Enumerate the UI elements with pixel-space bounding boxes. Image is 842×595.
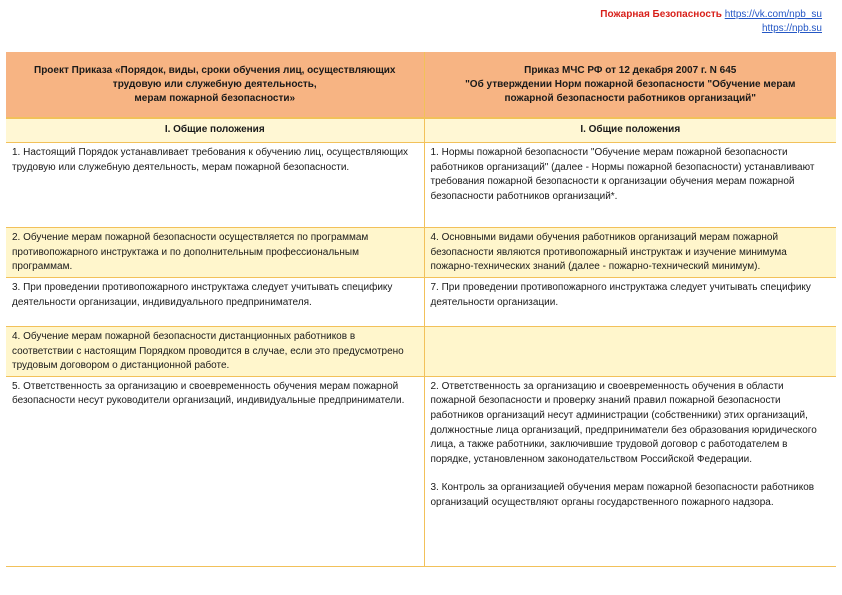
table-cell-left: 4. Обучение мерам пожарной безопасности дистанционных работников в соответствии с настоящим Порядком проводится в случае, если это предусмотрено трудовым договором о дистанционной работе. bbox=[6, 327, 424, 377]
table-header-row bbox=[6, 52, 836, 118]
table-row bbox=[6, 143, 836, 228]
right-column-header: Приказ МЧС РФ от 12 декабря 2007 г. N 645 "Об утверждении Норм пожарной безопасности "Обучение мерам пожарной безопасности работников организаций" bbox=[424, 52, 836, 118]
table-cell-left: 5. Ответственность за организацию и своевременность обучения мерам пожарной безопасности несут руководители организаций, индивидуальные предприниматели. bbox=[6, 376, 424, 566]
section-title-right: I. Общие положения bbox=[424, 118, 836, 143]
table-cell-right: 1. Нормы пожарной безопасности "Обучение мерам пожарной безопасности работников организаций" (далее - Нормы пожарной безопасности) устанавливают требования пожарной безопасности к организации обучения мерам пожарной безопасности работников организаций*. bbox=[424, 143, 836, 228]
table-cell-left: 3. При проведении противопожарного инструктажа следует учитывать специфику деятельности организации, индивидуального предпринимателя. bbox=[6, 278, 424, 327]
table-cell-right-extra: 3. Контроль за организацией обучения мерам пожарной безопасности работников организаций осуществляют органы государственного пожарного надзора. bbox=[430, 482, 815, 508]
paragraph-gap bbox=[431, 467, 831, 481]
section-title-left: I. Общие положения bbox=[6, 118, 424, 143]
header-links bbox=[600, 8, 822, 36]
table-row bbox=[6, 327, 836, 377]
site-link[interactable]: https://npb.su bbox=[761, 23, 822, 34]
table-cell-right: 7. При проведении противопожарного инструктажа следует учитывать специфику деятельности организации. bbox=[424, 278, 836, 327]
brand-title: Пожарная Безопасность bbox=[600, 9, 722, 20]
comparison-table bbox=[6, 52, 836, 567]
table-cell-right: 4. Основными видами обучения работников организаций мерам пожарной безопасности являются противопожарный инструктаж и изучение минимума пожарно-технических знаний (далее - пожарно-технический минимум). bbox=[424, 228, 836, 278]
table-row bbox=[6, 228, 836, 278]
table-row bbox=[6, 376, 836, 566]
table-cell-right-group bbox=[424, 376, 836, 566]
left-column-header: Проект Приказа «Порядок, виды, сроки обучения лиц, осуществляющих трудовую или служебную деятельность, мерам пожарной безопасности» bbox=[6, 52, 424, 118]
table-cell-left: 2. Обучение мерам пожарной безопасности осуществляется по программам противопожарного инструктажа и по дополнительным профессиональным программам. bbox=[6, 228, 424, 278]
table-cell-right bbox=[424, 327, 836, 377]
table-row bbox=[6, 278, 836, 327]
vk-link[interactable]: https://vk.com/npb_su bbox=[724, 9, 822, 20]
table-cell-left: 1. Настоящий Порядок устанавливает требования к обучению лиц, осуществляющих трудовую или служебную деятельность, мерам пожарной безопасности. bbox=[6, 143, 424, 228]
section-row bbox=[6, 118, 836, 143]
table-cell-right: 2. Ответственность за организацию и своевременность обучения в области пожарной безопасности и проверку знаний правил пожарной безопасности работников организаций несут администрации (собственники) этих организаций, должностные лица организаций, предприниматели без образования юридического лица, а также работники, заключившие трудовой договор с работодателем в порядке, установленном законодательством Российской Федерации. bbox=[430, 380, 817, 465]
